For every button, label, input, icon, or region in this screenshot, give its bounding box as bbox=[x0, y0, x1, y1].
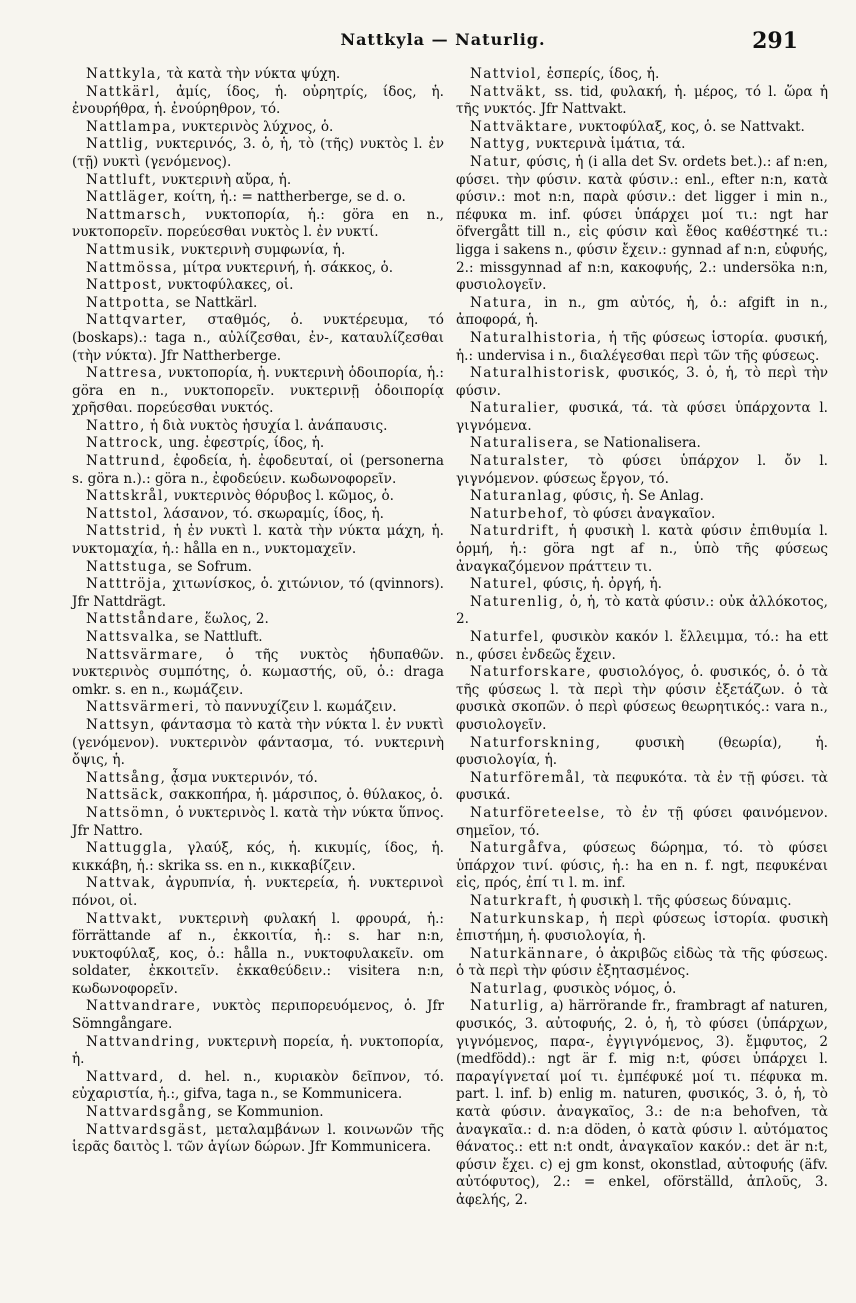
entry-headword: Nattvak, bbox=[86, 875, 157, 892]
dictionary-entry bbox=[72, 770, 444, 788]
entry-definition: τὸ παννυχίζειν l. κωμάζειν. bbox=[200, 699, 397, 716]
entry-headword: Nattvakt, bbox=[86, 910, 164, 927]
entry-definition: se Sofrum. bbox=[173, 558, 252, 575]
entry-headword: Nattvandring, bbox=[86, 1033, 201, 1050]
dictionary-entry bbox=[72, 189, 444, 207]
dictionary-entry bbox=[456, 66, 828, 84]
dictionary-entry bbox=[72, 84, 444, 119]
entry-headword: Naturel, bbox=[470, 576, 539, 593]
entry-headword: Nattlampa, bbox=[86, 118, 178, 135]
entry-definition: d. hel. n., κυριακὸν δεῖπνον, τό. εὐχαριστία, ἡ.:, gifva, taga n., se Kommunicera. bbox=[72, 1068, 444, 1103]
entry-definition: ἡ περὶ φύσεως ἱστορία. φυσικὴ ἐπιστήμη, ἡ. φυσιολογία, ἡ. bbox=[456, 910, 828, 945]
entry-headword: Nattqvarter, bbox=[86, 312, 188, 329]
left-column bbox=[72, 66, 444, 1157]
entry-headword: Naturenlig, bbox=[470, 593, 565, 610]
entry-definition: νυκτερινὴ αὔρα, ἡ. bbox=[157, 171, 292, 188]
entry-headword: Nattuggla, bbox=[86, 840, 174, 857]
dictionary-entry bbox=[456, 295, 828, 330]
entry-definition: νυκτοφύλακες, οἱ. bbox=[163, 277, 294, 294]
entry-headword: Naturanlag, bbox=[470, 488, 569, 505]
entry-definition: ὁ ἀκριβῶς εἰδὼς τὰ τῆς φύσεως. ὁ τὰ περὶ τὴν φύσιν ἐξητασμένος. bbox=[456, 945, 828, 980]
entry-definition: ὁ νυκτερινὸς l. κατὰ τὴν νύκτα ὕπνος. Jfr Nattro. bbox=[72, 804, 444, 839]
entry-definition: ἡ ἐν νυκτὶ l. κατὰ τὴν νύκτα μάχη, ἡ. νυκτομαχία, ἡ.: hålla en n., νυκτομαχεῖν. bbox=[72, 523, 444, 558]
entry-definition: ἐφοδεία, ἡ. ἐφοδευταί, οἱ (personerna s. göra n.).: göra n., ἐφοδεύειν. κωδωνοφορεῖν. bbox=[72, 453, 444, 487]
entry-headword: Naturbehof, bbox=[470, 505, 569, 522]
entry-definition: ἀμίς, ίδος, ἡ. οὐρητρίς, ίδος, ἡ. ἐνουρήθρα, ἡ. ἐνούρηθρον, τό. bbox=[72, 83, 444, 118]
entry-headword: Nattstuga, bbox=[86, 558, 174, 575]
dictionary-entry bbox=[72, 365, 444, 418]
entry-headword: Nattkärl, bbox=[86, 83, 162, 100]
entry-definition: se Nattkärl. bbox=[171, 294, 258, 311]
entry-headword: Naturfel, bbox=[470, 629, 546, 645]
dictionary-entry bbox=[456, 330, 828, 365]
dictionary-entry bbox=[72, 418, 444, 436]
entry-definition: φύσις, ἡ. Se Anlag. bbox=[568, 488, 704, 505]
entry-definition: se Nationalisera. bbox=[579, 435, 701, 452]
dictionary-entry bbox=[456, 946, 828, 981]
dictionary-entry bbox=[456, 911, 828, 946]
entry-headword: Nattståndare, bbox=[86, 611, 201, 628]
page-number: 291 bbox=[752, 28, 798, 54]
entry-headword: Nattsäck, bbox=[86, 787, 165, 804]
dictionary-entry bbox=[72, 647, 444, 700]
entry-headword: Naturalhistoria, bbox=[470, 329, 603, 346]
entry-definition: φυσιολόγος, ὁ. φυσικός, ὁ. ὁ τὰ τῆς φύσεως l. τὰ περὶ τὴν φύσιν ἐξετάζων. ὁ τὰ φυσικὰ σκοπῶν. ὁ περὶ φύσεως θεωρητικός.: vara n., φυσιολογεῖν. bbox=[456, 664, 828, 733]
entry-headword: Naturalier, bbox=[470, 400, 561, 417]
entry-headword: Nattstrid, bbox=[86, 523, 168, 540]
dictionary-entry bbox=[456, 488, 828, 506]
entry-definition: ἡ διὰ νυκτὸς ἡσυχία l. ἀνάπαυσις. bbox=[145, 417, 388, 434]
entry-headword: Nattrund, bbox=[86, 453, 167, 470]
entry-headword: Nattmarsch, bbox=[86, 206, 188, 223]
entry-definition: μίτρα νυκτερινή, ἡ. σάκκος, ὁ. bbox=[178, 259, 394, 276]
entry-headword: Nattvardsgång, bbox=[86, 1104, 214, 1121]
dictionary-entry bbox=[72, 1034, 444, 1069]
entry-definition: νυκτερινὴ συμφωνία, ἡ. bbox=[176, 241, 346, 258]
dictionary-entry bbox=[72, 998, 444, 1033]
entry-headword: Naturlag, bbox=[470, 980, 549, 997]
dictionary-entry bbox=[72, 312, 444, 365]
entry-headword: Nattläger, bbox=[86, 189, 170, 206]
entry-headword: Nattsvärmeri, bbox=[86, 699, 201, 716]
entry-definition: se Kommunion. bbox=[213, 1104, 324, 1121]
dictionary-entry bbox=[456, 154, 828, 295]
dictionary-entry bbox=[72, 805, 444, 840]
entry-definition: ὁ, ἡ, τὸ κατὰ φύσιν.: οὐκ ἀλλόκοτος, 2. bbox=[456, 593, 828, 628]
entry-headword: Nattvardsgäst, bbox=[86, 1121, 209, 1138]
entry-headword: Naturföremål, bbox=[470, 769, 587, 786]
entry-definition: τὸ φύσει ὑπάρχον l. ὄν l. γιγνόμενον. φύσεως ἔργον, τό. bbox=[456, 453, 828, 487]
entry-definition: χιτωνίσκος, ὁ. χιτώνιον, τό (qvinnors). Jfr Nattdrägt. bbox=[72, 576, 444, 610]
entry-headword: Nattmössa, bbox=[86, 259, 179, 276]
entry-definition: τὸ ἐν τῇ φύσει φαινόμενον. σημεῖον, τό. bbox=[456, 804, 828, 839]
dictionary-entry bbox=[72, 559, 444, 577]
dictionary-entry bbox=[456, 435, 828, 453]
dictionary-entry bbox=[72, 242, 444, 260]
right-column bbox=[456, 66, 828, 1210]
entry-definition: κοίτη, ἡ.: = nattherberge, se d. o. bbox=[169, 189, 406, 206]
entry-definition: se Nattluft. bbox=[180, 629, 263, 645]
entry-definition: ἡ φυσικὴ l. κατὰ φύσιν ἐπιθυμία l. ὁρμή, ἡ.: göra ngt af n., ὑπὸ τῆς φύσεως ἀναγκαζόμενον πράττειν τι. bbox=[456, 523, 828, 575]
dictionary-entry bbox=[72, 576, 444, 611]
dictionary-entry bbox=[456, 770, 828, 805]
entry-headword: Naturforskning, bbox=[470, 734, 602, 751]
dictionary-entry bbox=[456, 594, 828, 629]
dictionary-entry bbox=[72, 207, 444, 242]
entry-headword: Naturforskare, bbox=[470, 664, 593, 681]
dictionary-entry bbox=[72, 787, 444, 805]
dictionary-entry bbox=[72, 277, 444, 295]
entry-headword: Nattlig, bbox=[86, 136, 150, 153]
entry-definition: a) härrörande fr., frambragt af naturen, φυσικός, 3. αὐτοφυής, 2. ὁ, ἡ, τὸ φύσει (ὑπάρχων, γιγνόμενος, παρα-, ἐγγιγνόμενος, 3). ἔμφυτος, 2 (medfödd).: ngt är f. mig n:t, φύσει ὑπάρχει l. παραγίγνεταί μοί τι. ἐμπέφυκέ μοί τι. πέφυκα m. part. l. inf. b) enlig m. naturen, φυσικός, 3. ὁ, ἡ, τὸ κατὰ φύσιν. ἀναγκαῖος, 3.: de n:a behofven, τὰ ἀναγκαῖα.: d. n:a döden, ὁ κατὰ φύσιν l. αὐτόματος θάνατος.: ett n:t ondt, ἀναγκαῖον κακόν.: det är n:t, φύσιν ἔχει. c) ej gm konst, okonstlad, αὐτοφυής (äfv. αὐτόφυτος), 2.: = enkel, oförställd, ἁπλοῦς, 3. ἀφελής, 2. bbox=[456, 998, 828, 1208]
dictionary-entry bbox=[72, 260, 444, 278]
entry-definition: νυκτερινός, 3. ὁ, ἡ, τὸ (τῆς) νυκτὸς l. ἐν (τῇ) νυκτὶ (γενόμενος). bbox=[72, 136, 444, 170]
dictionary-entry bbox=[72, 611, 444, 629]
entry-definition: ἑσπερίς, ίδος, ἡ. bbox=[542, 66, 660, 82]
entry-definition: φυσικά, τά. τὰ φύσει ὑπάρχοντα l. γιγνόμενα. bbox=[456, 400, 828, 434]
dictionary-entry bbox=[72, 66, 444, 84]
entry-definition: νυκτὸς περιπορευόμενος, ὁ. Jfr Sömngångare. bbox=[72, 998, 444, 1033]
entry-headword: Naturkunskap, bbox=[470, 910, 592, 927]
dictionary-entry bbox=[456, 735, 828, 770]
dictionary-entry bbox=[72, 875, 444, 910]
entry-headword: Nattmusik, bbox=[86, 241, 177, 258]
entry-headword: Nattrock, bbox=[86, 435, 165, 452]
entry-definition: νυκτοφύλαξ, κος, ὁ. se Nattvakt. bbox=[574, 118, 805, 135]
entry-headword: Naturkraft, bbox=[470, 892, 564, 909]
entry-definition: λάσανον, τό. σκωραμίς, ίδος, ἡ. bbox=[158, 505, 384, 522]
page-header bbox=[70, 30, 816, 56]
entry-definition: τὰ πεφυκότα. τὰ ἐν τῇ φύσει. τὰ φυσικά. bbox=[456, 769, 828, 804]
entry-definition: νυκτερινὸς λύχνος, ὁ. bbox=[177, 118, 334, 135]
running-head: Nattkyla — Naturlig. bbox=[340, 30, 546, 49]
dictionary-entry bbox=[456, 453, 828, 488]
entry-definition: φυσικὸς νόμος, ὁ. bbox=[548, 980, 677, 997]
dictionary-entry bbox=[72, 1122, 444, 1157]
entry-headword: Naturalhistorisk, bbox=[470, 365, 612, 382]
entry-definition: φύσις, ἡ (i alla det Sv. ordets bet.).: af n:en, φύσει. τὴν φύσιν. κατὰ φύσιν.: enl., efter n:n, κατὰ φύσιν.: mot n:n, παρὰ φύσιν.: det ligger i min n., πέφυκα m. inf. φύσει ὑπάρχει μοί τι.: ngt har öfvergått till n., εἰς φύσιν καὶ ἔθος καθέστηκέ τι.: ligga i sakens n., φύσιν ἔχειν.: gynnad af n:n, εὐφυής, 2.: missgynnad af n:n, κακοφυής, 2.: undersöka n:n, φυσιολογεῖν. bbox=[456, 153, 828, 294]
dictionary-entry bbox=[456, 84, 828, 119]
entry-headword: Nattresa, bbox=[86, 365, 164, 382]
entry-definition: ἡ φυσικὴ l. τῆς φύσεως δύναμις. bbox=[563, 892, 792, 909]
dictionary-entry bbox=[72, 506, 444, 524]
entry-definition: ὁ τῆς νυκτὸς ἡδυπαθῶν. νυκτερινὸς συμπότης, ὁ. κωμαστής, οῦ, ὁ.: draga omkr. s. en n., κωμάζειν. bbox=[72, 646, 444, 698]
dictionary-entry bbox=[72, 717, 444, 770]
entry-headword: Nattpost, bbox=[86, 277, 164, 294]
entry-headword: Nattkyla, bbox=[86, 66, 163, 82]
entry-headword: Nattyg, bbox=[470, 136, 532, 153]
entry-definition: φυσικός, 3. ὁ, ἡ, τὸ περὶ τὴν φύσιν. bbox=[456, 365, 828, 399]
entry-headword: Naturalisera, bbox=[470, 435, 580, 452]
dictionary-entry bbox=[72, 1104, 444, 1122]
entry-headword: Nattsång, bbox=[86, 769, 167, 786]
entry-headword: Naturkännare, bbox=[470, 945, 590, 962]
dictionary-entry bbox=[456, 805, 828, 840]
entry-headword: Natttröja, bbox=[86, 576, 168, 593]
entry-headword: Nattväktare, bbox=[470, 118, 575, 135]
entry-headword: Nattpotta, bbox=[86, 294, 172, 311]
entry-headword: Nattskrål, bbox=[86, 488, 170, 505]
entry-definition: φάντασμα τὸ κατὰ τὴν νύκτα l. ἐν νυκτὶ (γενόμενον). νυκτερινὸν φάντασμα, τό. νυκτερινὴ ὄψις, ἡ. bbox=[72, 716, 444, 769]
entry-headword: Nattviol, bbox=[470, 66, 543, 82]
entry-definition: μεταλαμβάνων l. κοινωνῶν τῆς ἱερᾶς δαιτὸς l. τῶν ἁγίων δώρων. Jfr Kommunicera. bbox=[72, 1121, 444, 1156]
dictionary-entry bbox=[456, 576, 828, 594]
dictionary-entry bbox=[456, 664, 828, 734]
entry-definition: in n., gm αὐτός, ἡ, ὁ.: afgift in n., ἀποφορά, ἡ. bbox=[456, 294, 828, 329]
dictionary-entry bbox=[456, 136, 828, 154]
entry-definition: γλαύξ, κός, ἡ. κικυμίς, ίδος, ἡ. κικκάβη, ἡ.: skrika ss. en n., κικκαβίζειν. bbox=[72, 840, 444, 874]
entry-definition: νυκτοπορία, ἡ.: göra en n., νυκτοπορεῖν. πορεύεσθαι νυκτὸς l. ἐν νυκτί. bbox=[72, 206, 444, 241]
entry-definition: ἕωλος, 2. bbox=[200, 611, 269, 628]
dictionary-entry bbox=[456, 893, 828, 911]
entry-headword: Nattsyn, bbox=[86, 716, 156, 733]
entry-headword: Naturgåfva, bbox=[470, 840, 569, 857]
dictionary-entry bbox=[456, 981, 828, 999]
dictionary-entry bbox=[72, 629, 444, 647]
entry-headword: Nattsvärmare, bbox=[86, 646, 205, 663]
dictionary-entry bbox=[72, 699, 444, 717]
entry-definition: φυσικὸν κακόν l. ἔλλειμμα, τό.: ha ett n., φύσει ἐνδεῶς ἔχειν. bbox=[456, 629, 828, 663]
entry-definition: ung. ἐφεστρίς, ίδος, ἡ. bbox=[164, 435, 325, 452]
dictionary-entry bbox=[456, 998, 828, 1209]
dictionary-entry bbox=[72, 523, 444, 558]
entry-definition: φύσις, ἡ. ὀργή, ἡ. bbox=[538, 576, 662, 593]
dictionary-entry bbox=[72, 136, 444, 171]
entry-definition: σταθμός, ὁ. νυκτέρευμα, τό (boskaps).: taga n., αὐλίζεσθαι, ἐν-, καταυλίζεσθαι (τὴν νύκτα). Jfr Nattherberge. bbox=[72, 312, 444, 364]
dictionary-entry bbox=[72, 1069, 444, 1104]
dictionary-entry bbox=[456, 365, 828, 400]
entry-headword: Nattstol, bbox=[86, 505, 159, 522]
entry-headword: Naturalster, bbox=[470, 453, 570, 470]
entry-definition: σακκοπήρα, ἡ. μάρσιπος, ὁ. θύλακος, ὁ. bbox=[164, 787, 443, 804]
entry-definition: νυκτερινὴ πορεία, ἡ. νυκτοπορία, ἡ. bbox=[72, 1033, 444, 1068]
entry-definition: νυκτερινὰ ἱμάτια, τά. bbox=[531, 136, 686, 153]
dictionary-entry bbox=[72, 453, 444, 488]
entry-definition: ἡ τῆς φύσεως ἱστορία. φυσική, ἡ.: undervisa i n., διαλέγεσθαι περὶ τῶν τῆς φύσεως. bbox=[456, 329, 828, 364]
entry-definition: τὰ κατὰ τὴν νύκτα ψύχη. bbox=[162, 66, 341, 82]
dictionary-entry bbox=[72, 840, 444, 875]
entry-definition: ἀγρυπνία, ἡ. νυκτερεία, ἡ. νυκτερινοὶ πόνοι, οἱ. bbox=[72, 875, 444, 909]
entry-definition: ss. tid, φυλακή, ἡ. μέρος, τό l. ὥρα ἡ τῆς νυκτός. Jfr Nattvakt. bbox=[456, 83, 828, 118]
entry-definition: νυκτοπορία, ἡ. νυκτερινὴ ὁδοιπορία, ἡ.: göra en n., νυκτοπορεῖν. νυκτερινῇ ὁδοιπορίᾳ χρῆσθαι. πορεύεσθαι νυκτός. bbox=[72, 365, 444, 417]
entry-definition: φυσικὴ (θεωρία), ἡ. φυσιολογία, ἡ. bbox=[456, 734, 828, 769]
entry-headword: Naturlig, bbox=[470, 998, 546, 1015]
dictionary-entry bbox=[456, 629, 828, 664]
dictionary-entry bbox=[72, 295, 444, 313]
entry-headword: Nattsvalka, bbox=[86, 629, 181, 645]
entry-definition: τὸ φύσει ἀναγκαῖον. bbox=[568, 505, 716, 522]
dictionary-entry bbox=[72, 488, 444, 506]
entry-headword: Natur, bbox=[470, 153, 522, 170]
dictionary-entry bbox=[72, 172, 444, 190]
dictionary-entry bbox=[456, 119, 828, 137]
entry-headword: Nattro, bbox=[86, 417, 146, 434]
entry-headword: Natura, bbox=[470, 294, 533, 311]
dictionary-entry bbox=[456, 506, 828, 524]
dictionary-entry bbox=[456, 400, 828, 435]
entry-definition: νυκτερινὴ φυλακή l. φρουρά, ἡ.: förrättande af n., ἐκκοιτία, ἡ.: s. har n:n, νυκτοφύλαξ, κος, ὁ.: hålla n., νυκτοφυλακεῖν. om soldater, ἐκκοιτεῖν. ἐκκαθεύδειν.: visitera n:n, κωδωνοφορεῖν. bbox=[72, 910, 444, 997]
dictionary-entry bbox=[456, 840, 828, 893]
entry-headword: Naturdrift, bbox=[470, 523, 561, 540]
entry-headword: Nattluft, bbox=[86, 171, 158, 188]
dictionary-entry bbox=[72, 911, 444, 999]
entry-definition: ᾆσμα νυκτερινόν, τό. bbox=[166, 769, 318, 786]
entry-definition: νυκτερινὸς θόρυβος l. κῶμος, ὁ. bbox=[169, 488, 394, 505]
entry-headword: Nattvard, bbox=[86, 1068, 165, 1085]
entry-definition: φύσεως δώρημα, τό. τὸ φύσει ὑπάρχον τινί. φύσις, ἡ.: ha en n. f. ngt, πεφυκέναι εἰς, πρός, ἐπί τι l. m. inf. bbox=[456, 840, 828, 892]
entry-headword: Nattvandrare, bbox=[86, 998, 202, 1015]
entry-headword: Naturföreteelse, bbox=[470, 804, 607, 821]
entry-headword: Nattsömn, bbox=[86, 804, 171, 821]
dictionary-entry bbox=[72, 435, 444, 453]
dictionary-entry bbox=[72, 119, 444, 137]
entry-headword: Nattväkt, bbox=[470, 83, 548, 100]
dictionary-entry bbox=[456, 523, 828, 576]
